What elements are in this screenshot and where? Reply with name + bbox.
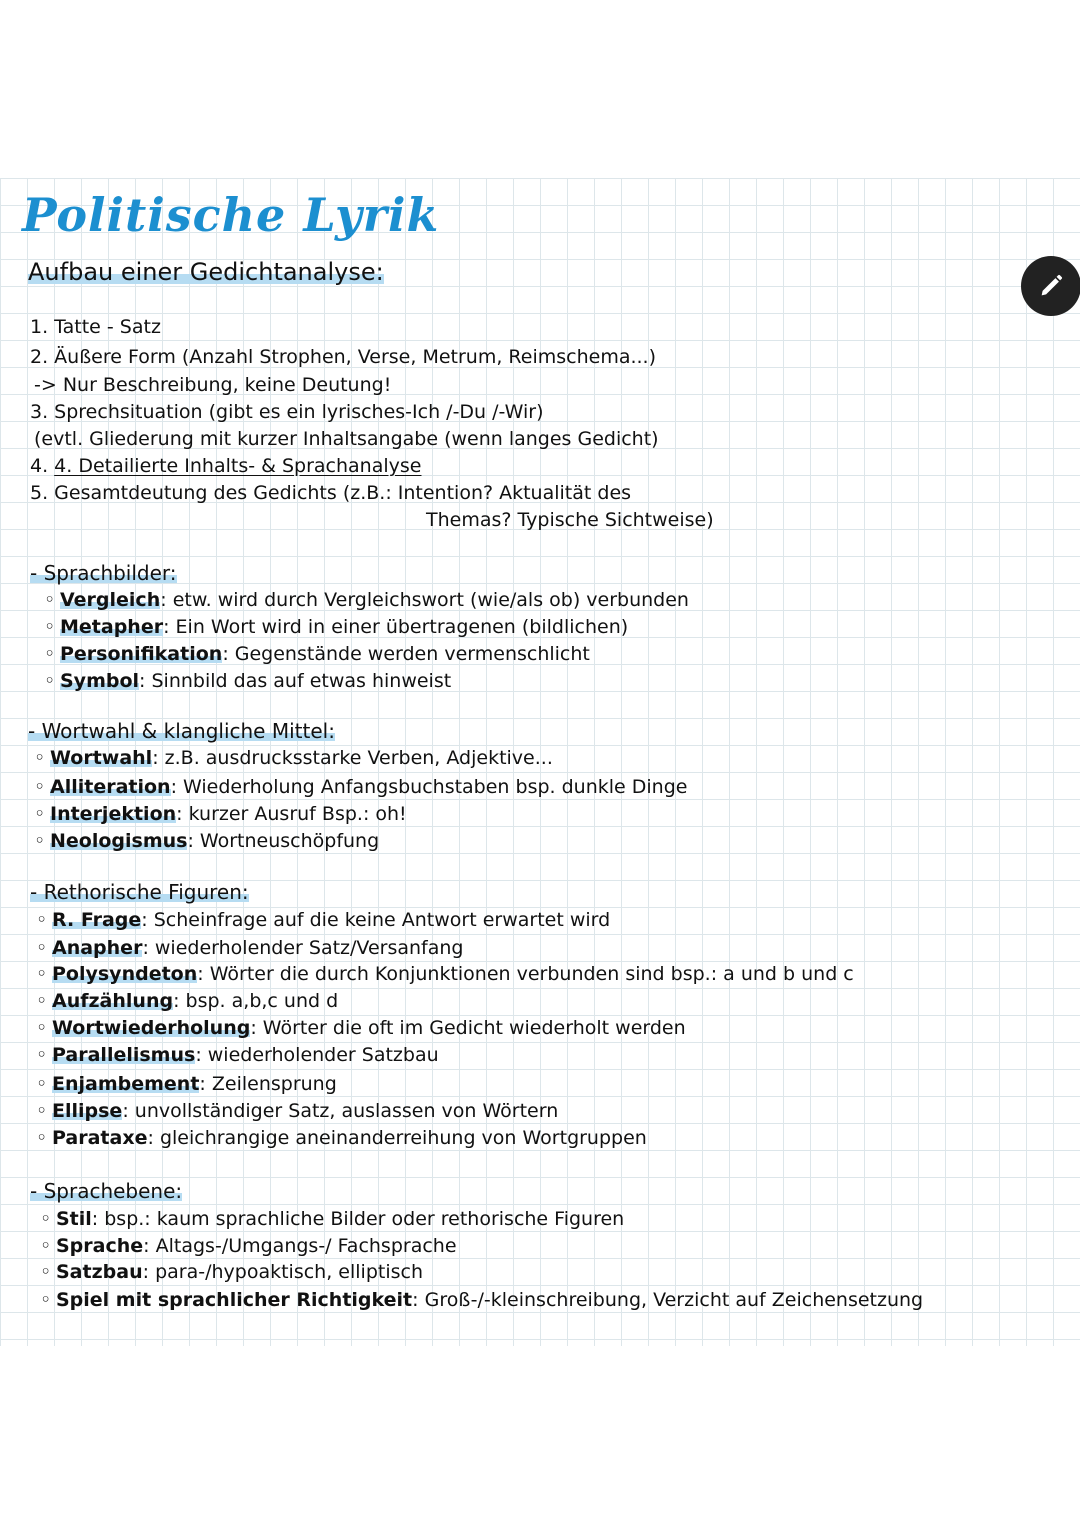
section-heading-sprachebene: - Sprachebene: — [30, 1179, 183, 1203]
aufbau-step-3-note: (evtl. Gliederung mit kurzer Inhaltsangabe (wenn langes Gedicht) — [34, 428, 659, 450]
list-item: ◦ Parallelismus: wiederholender Satzbau — [36, 1044, 439, 1066]
aufbau-step-1: 1. Tatte - Satz — [30, 316, 161, 338]
aufbau-step-3: 3. Sprechsituation (gibt es ein lyrisches-Ich /-Du /-Wir) — [30, 401, 544, 423]
list-item: ◦ Spiel mit sprachlicher Richtigkeit: Groß-/-kleinschreibung, Verzicht auf Zeichensetzung — [40, 1289, 924, 1311]
list-item: ◦ Stil: bsp.: kaum sprachliche Bilder oder rethorische Figuren — [40, 1208, 625, 1230]
list-item: ◦ Sprache: Altags-/Umgangs-/ Fachsprache — [40, 1235, 457, 1257]
list-item: ◦ Symbol: Sinnbild das auf etwas hinweist — [44, 670, 452, 692]
section-heading-rhetorisch: - Rethorische Figuren: — [30, 880, 249, 904]
aufbau-step-5-cont: Themas? Typische Sichtweise) — [426, 509, 714, 531]
subtitle — [28, 258, 384, 286]
aufbau-step-4-text: 4. Detailierte Inhalts- & Sprachanalyse — [54, 455, 422, 477]
edit-button[interactable] — [1021, 256, 1080, 316]
list-item: ◦ Neologismus: Wortneuschöpfung — [34, 830, 380, 852]
aufbau-step-5: 5. Gesamtdeutung des Gedichts (z.B.: Intention? Aktualität des — [30, 482, 632, 504]
list-item: ◦ Parataxe: gleichrangige aneinanderreihung von Wortgruppen — [36, 1127, 647, 1149]
aufbau-step-2: 2. Äußere Form (Anzahl Strophen, Verse, Metrum, Reimschema...) — [30, 346, 657, 368]
subtitle-text: Aufbau einer Gedichtanalyse: — [28, 258, 384, 286]
list-item: ◦ Wortwahl: z.B. ausdrucksstarke Verben, Adjektive... — [34, 747, 553, 769]
aufbau-note: -> Nur Beschreibung, keine Deutung! — [34, 374, 392, 396]
section-heading-wortwahl: - Wortwahl & klangliche Mittel: — [28, 719, 335, 743]
list-item: ◦ Interjektion: kurzer Ausruf Bsp.: oh! — [34, 803, 407, 825]
pencil-icon — [1037, 272, 1065, 300]
list-item: ◦ Polysyndeton: Wörter die durch Konjunktionen verbunden sind bsp.: a und b und c — [36, 963, 854, 985]
list-item: ◦ Satzbau: para-/hypoaktisch, elliptisch — [40, 1261, 423, 1283]
list-item: ◦ Metapher: Ein Wort wird in einer übertragenen (bildlichen) — [44, 616, 629, 638]
list-item: ◦ Personifikation: Gegenstände werden vermenschlicht — [44, 643, 590, 665]
aufbau-step-4: 4. 4. Detailierte Inhalts- & Sprachanalyse — [30, 455, 422, 477]
list-item: ◦ Alliteration: Wiederholung Anfangsbuchstaben bsp. dunkle Dinge — [34, 776, 688, 798]
list-item: ◦ Enjambement: Zeilensprung — [36, 1073, 337, 1095]
page-title: Politische Lyrik — [22, 188, 440, 242]
list-item: ◦ Vergleich: etw. wird durch Vergleichswort (wie/als ob) verbunden — [44, 589, 689, 611]
list-item: ◦ Anapher: wiederholender Satz/Versanfang — [36, 937, 464, 959]
section-heading-sprachbilder: - Sprachbilder: — [30, 561, 177, 585]
list-item: ◦ Aufzählung: bsp. a,b,c und d — [36, 990, 339, 1012]
list-item: ◦ Ellipse: unvollständiger Satz, auslassen von Wörtern — [36, 1100, 559, 1122]
list-item: ◦ Wortwiederholung: Wörter die oft im Gedicht wiederholt werden — [36, 1017, 686, 1039]
list-item: ◦ R. Frage: Scheinfrage auf die keine Antwort erwartet wird — [36, 909, 611, 931]
